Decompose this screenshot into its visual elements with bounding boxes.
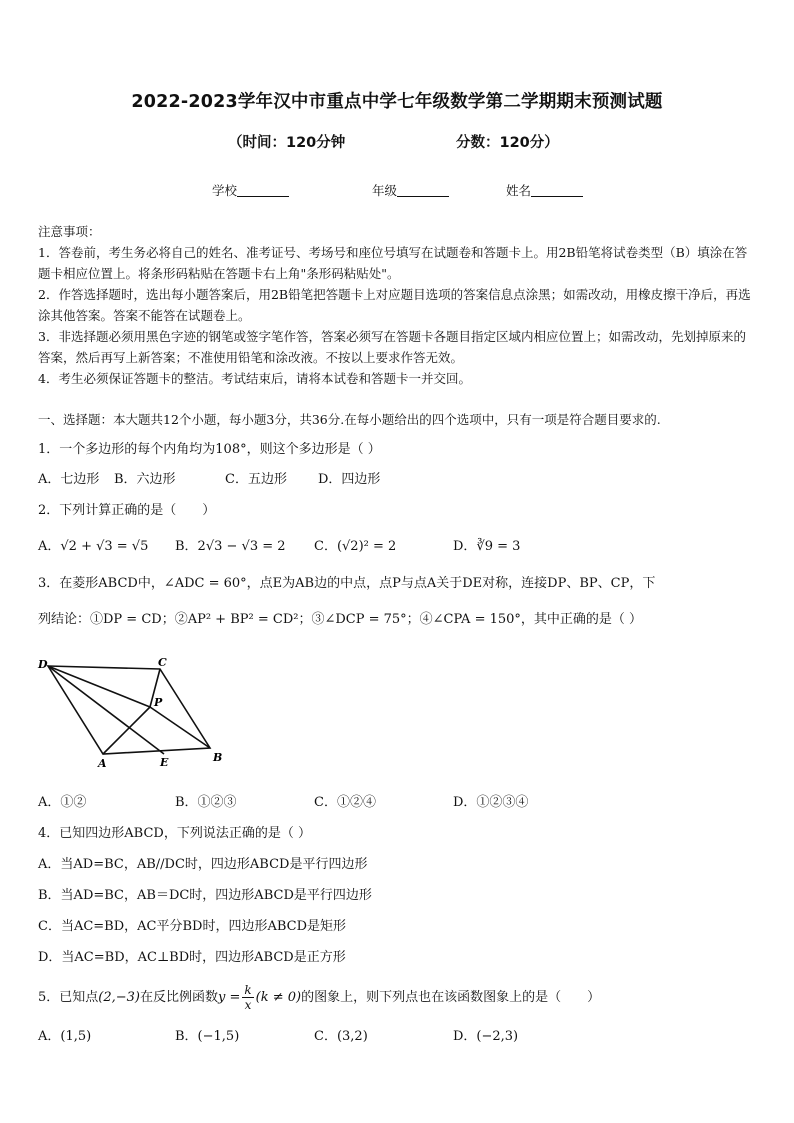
label-b: B [213, 751, 223, 764]
q4-option-d[interactable]: D．当AC=BD，AC⊥BD时，四边形ABCD是正方形 [38, 950, 346, 965]
segment-bp [150, 707, 210, 748]
school-field [212, 181, 289, 199]
q5-func-x: x [244, 998, 252, 1012]
q5-option-c[interactable]: C．(3,2) [314, 1029, 368, 1044]
q5-stem-pre: 5．已知点 [38, 990, 99, 1005]
q5-stem-post: 的图象上，则下列点也在该函数图象上的是（ ） [301, 990, 601, 1005]
q5-option-a[interactable]: A．(1,5) [38, 1029, 92, 1044]
q3-option-a[interactable]: A．①② [38, 795, 87, 810]
q2-option-c[interactable]: C．(√2)² = 2 [314, 539, 397, 554]
q3-stem-line2: 列结论：①DP = CD；②AP² + BP² = CD²；③∠DCP = 75°；④∠CPA = 150°，其中正确的是（ ） [38, 612, 643, 627]
q3-option-b[interactable]: B．①②③ [175, 795, 237, 810]
section-heading: 一、选择题：本大题共12个小题，每小题3分，共36分.在每小题给出的四个选项中，只有一项是符合题目要求的. [38, 412, 661, 427]
note-item-4: 4．考生必须保证答题卡的整洁。考试结束后，请将本试卷和答题卡一并交回。 [38, 371, 471, 386]
grade-field [372, 181, 449, 199]
name-field [506, 181, 583, 199]
q1-option-b[interactable]: B．六边形 [114, 472, 176, 487]
q5-option-d[interactable]: D．(−2,3) [453, 1029, 519, 1044]
label-p: P [154, 696, 163, 709]
q5-func-k: k [244, 983, 252, 997]
label-c: C [158, 656, 167, 669]
q1-stem: 1．一个多边形的每个内角均为108°，则这个多边形是（ ） [38, 442, 381, 457]
q3-option-c[interactable]: C．①②④ [314, 795, 376, 810]
school-blank[interactable] [237, 184, 289, 197]
q5-option-b[interactable]: B．(−1,5) [175, 1029, 240, 1044]
q5-func-cond: (k ≠ 0) [255, 990, 302, 1005]
grade-label: 年级 [372, 183, 398, 198]
q4-option-b[interactable]: B．当AD=BC，AB＝DC时，四边形ABCD是平行四边形 [38, 888, 372, 903]
note-item-2: 2．作答选择题时，选出每小题答案后，用2B铅笔把答题卡上对应题目选项的答案信息点涂黑；如需改动，用橡皮擦干净后，再选涂其他答案。答案不能答在试题卷上。 [38, 287, 751, 323]
note-item-1: 1．答卷前，考生务必将自己的姓名、准考证号、考场号和座位号填写在试题卷和答题卡上。用2B铅笔将试卷类型（B）填涂在答题卡相应位置上。将条形码粘贴在答题卡右上角"条形码粘贴处"。 [38, 245, 748, 281]
label-d: D [38, 658, 48, 671]
q1-option-d[interactable]: D．四边形 [318, 472, 381, 487]
q2-option-b[interactable]: B．2√3 − √3 = 2 [175, 539, 286, 554]
q4-option-a[interactable]: A．当AD=BC，AB//DC时，四边形ABCD是平行四边形 [38, 857, 368, 872]
q3-stem-line1: 3．在菱形ABCD中，∠ADC = 60°，点E为AB边的中点，点P与点A关于DE对称，连接DP、BP、CP，下 [38, 576, 656, 591]
q5-stem-mid: 在反比例函数 [140, 990, 219, 1005]
q5-fraction [242, 983, 253, 1012]
exam-score: 分数：120分） [456, 135, 559, 151]
q4-option-c[interactable]: C．当AC=BD，AC平分BD时，四边形ABCD是矩形 [38, 919, 347, 934]
note-item-3: 3．非选择题必须用黑色字迹的钢笔或签字笔作答，答案必须写在答题卡各题目指定区域内相应位置上；如需改动，先划掉原来的答案，然后再写上新答案；不准使用铅笔和涂改液。不按以上要求作答无效。 [38, 329, 746, 365]
name-label: 姓名 [506, 183, 532, 198]
label-e: E [160, 756, 169, 769]
notes-heading: 注意事项： [38, 224, 101, 239]
page-title: 2022-2023学年汉中市重点中学七年级数学第二学期期末预测试题 [131, 92, 663, 112]
rhombus-abcd [48, 666, 210, 754]
q2-option-a[interactable]: A．√2 + √3 = √5 [38, 539, 149, 554]
q5-stem [38, 983, 600, 1012]
q2-option-d[interactable]: D．∛9 = 3 [453, 539, 521, 554]
name-blank[interactable] [531, 184, 583, 197]
grade-blank[interactable] [397, 184, 449, 197]
school-label: 学校 [212, 183, 238, 198]
q4-stem: 4．已知四边形ABCD，下列说法正确的是（ ） [38, 826, 311, 841]
q2-stem: 2．下列计算正确的是（ ） [38, 503, 216, 518]
exam-time: （时间：120分钟 [228, 135, 346, 151]
q5-func-y: y = [218, 990, 241, 1005]
q5-point: (2,−3) [98, 990, 140, 1005]
q1-option-a[interactable]: A．七边形 [38, 472, 100, 487]
rhombus-figure [30, 655, 240, 775]
q3-option-d[interactable]: D．①②③④ [453, 795, 529, 810]
label-a: A [98, 757, 107, 770]
segment-dp [48, 666, 150, 707]
q1-option-c[interactable]: C．五边形 [225, 472, 287, 487]
